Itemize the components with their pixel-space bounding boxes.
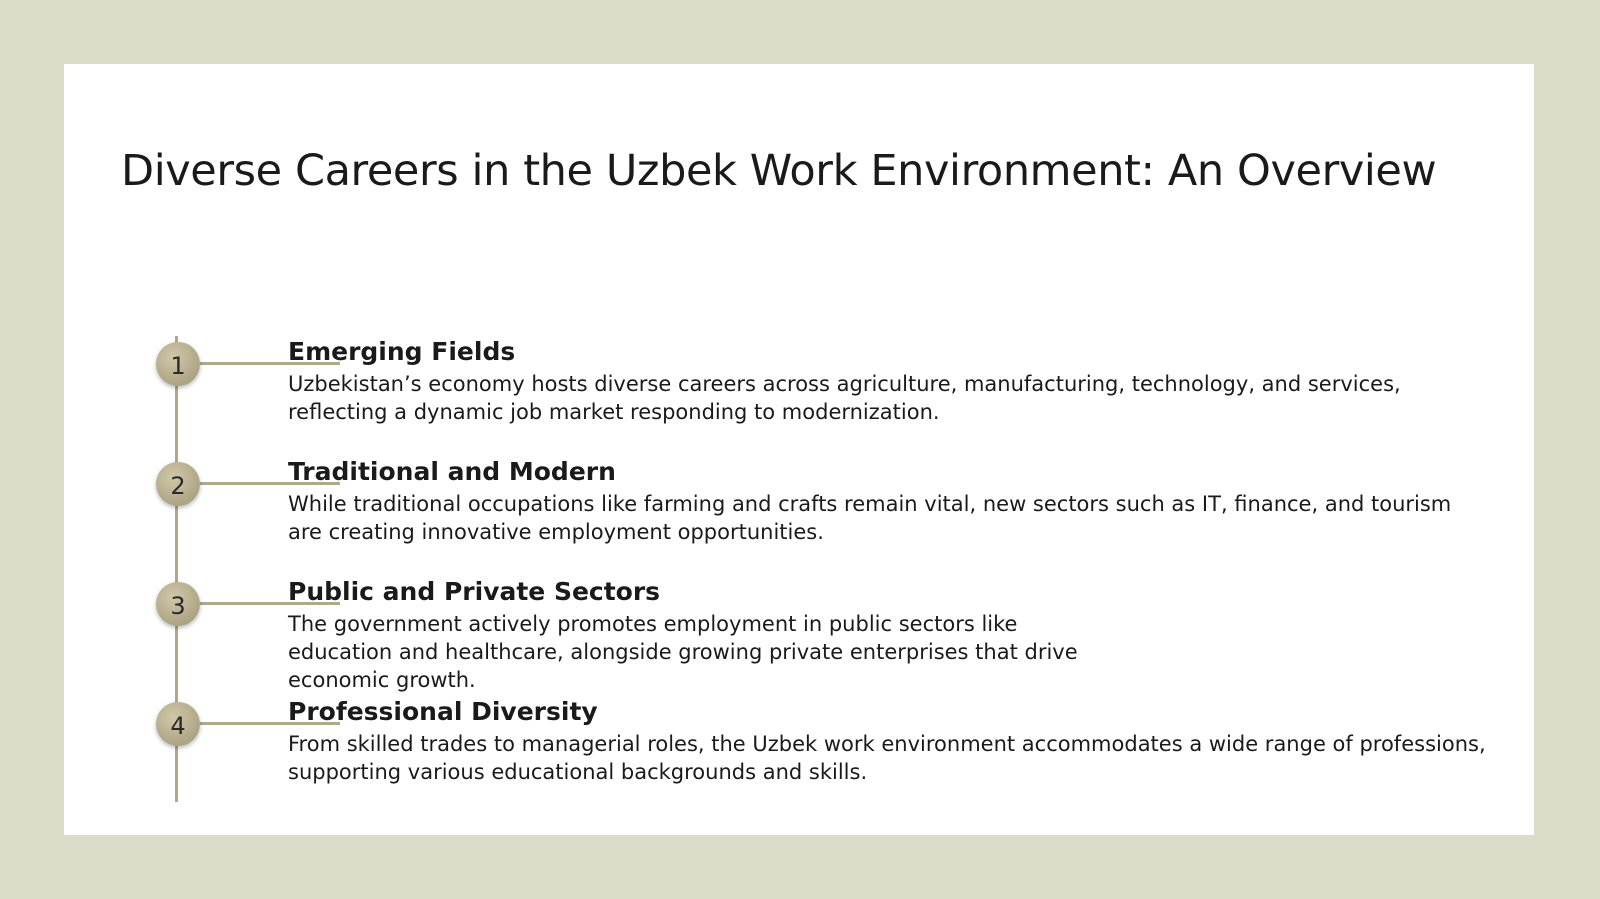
step-number-badge: 2 [156, 462, 200, 506]
step-number-badge: 1 [156, 342, 200, 386]
step-number-badge: 3 [156, 582, 200, 626]
step-number-badge: 4 [156, 702, 200, 746]
slide [64, 64, 1534, 835]
step-description: While traditional occupations like farming and crafts remain vital, new sectors such as IT, finance, and tourism are creating innovative employment opportunities. [288, 492, 1452, 544]
step-heading: Traditional and Modern [288, 457, 616, 486]
step-description: The government actively promotes employment in public sectors like education and healthcare, alongside growing private enterprises that drive economic growth. [288, 612, 1078, 692]
step-description: Uzbekistan’s economy hosts diverse careers across agriculture, manufacturing, technology, and services, reflecting a dynamic job market responding to modernization. [288, 372, 1401, 424]
step-heading: Professional Diversity [288, 697, 598, 726]
step-description: From skilled trades to managerial roles, the Uzbek work environment accommodates a wide range of professions, supporting various educational backgrounds and skills. [288, 732, 1486, 784]
slide-title: Diverse Careers in the Uzbek Work Environment: An Overview [121, 146, 1437, 196]
step-heading: Emerging Fields [288, 337, 516, 366]
step-heading: Public and Private Sectors [288, 577, 661, 606]
